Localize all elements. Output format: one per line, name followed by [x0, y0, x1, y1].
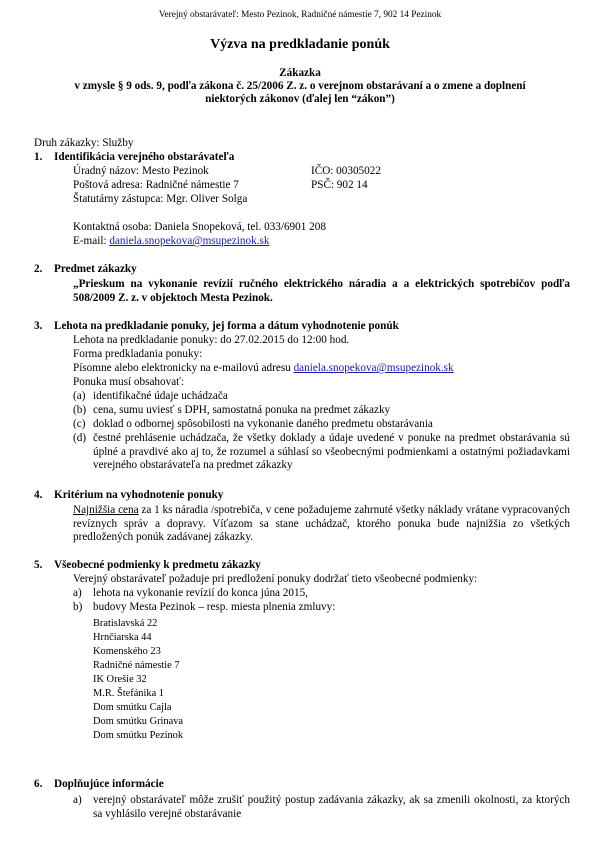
condition-b-text: budovy Mesta Pezinok – resp. miesta plnenia zmluvy:	[93, 601, 336, 613]
official-name: Úradný názov: Mesto Pezinok	[73, 165, 209, 177]
intro-line-1: v zmysle § 9 ods. 9, podľa zákona č. 25/2006 Z. z. o verejnom obstarávaní a o zmene a doplnení	[74, 80, 526, 92]
section-6-number: 6.	[34, 778, 43, 790]
place-item: Dom smútku Pezinok	[93, 730, 184, 741]
condition-b-mark: b)	[73, 601, 83, 613]
info-a-text: verejný obstarávateľ môže zrušiť použitý postup zadávania zákazky, ak sa zmenili okolnosti, za ktorých sa vyhlásilo verejné obstarávanie	[93, 794, 570, 820]
intro-line-2: niektorých zákonov (ďalej len “zákon”)	[205, 93, 395, 105]
condition-a-mark: a)	[73, 587, 82, 599]
ico: IČO: 00305022	[311, 165, 381, 177]
place-item: Dom smútku Grinava	[93, 716, 184, 727]
requirement-mark: (b)	[73, 404, 87, 416]
criterion-underlined: Najnižšia cena	[73, 504, 139, 516]
form-email-link[interactable]: daniela.snopekova@msupezinok.sk	[293, 362, 454, 374]
section-2-heading: Predmet zákazky	[54, 263, 137, 275]
requirement-text: cena, sumu uviesť s DPH, samostatná ponuka na predmet zákazky	[93, 404, 391, 416]
conditions-intro: Verejný obstarávateľ požaduje pri predložení ponuky dodržať tieto všeobecné podmienky:	[73, 573, 478, 585]
place-item: Radničné námestie 7	[93, 660, 180, 671]
email-label: E-mail:	[73, 235, 107, 247]
email-link[interactable]: daniela.snopekova@msupezinok.sk	[109, 235, 270, 247]
info-a-mark: a)	[73, 794, 82, 806]
form-label: Forma predkladania ponuky:	[73, 348, 203, 360]
place-item: Hrnčiarska 44	[93, 632, 152, 643]
requirement-mark: (d)	[73, 432, 87, 444]
contact-person: Kontaktná osoba: Daniela Snopeková, tel. 033/6901 208	[73, 221, 326, 233]
statutory-representative: Štatutárny zástupca: Mgr. Oliver Solga	[73, 193, 248, 205]
page-title: Výzva na predkladanie ponúk	[210, 37, 390, 52]
section-3-heading: Lehota na predkladanie ponuky, jej forma a dátum vyhodnotenie ponúk	[54, 320, 399, 332]
place-item: M.R. Štefánika 1	[93, 688, 164, 699]
section-4-heading: Kritérium na vyhodnotenie ponuky	[54, 489, 224, 501]
place-item: Komenského 23	[93, 646, 161, 657]
form-text: Písomne alebo elektronicky na e-mailovú adresu	[73, 362, 291, 374]
section-2-number: 2.	[34, 263, 43, 275]
deadline-text: Lehota na predkladanie ponuky: do 27.02.2015 do 12:00 hod.	[73, 334, 350, 346]
intro-block	[40, 67, 560, 106]
place-item: Dom smútku Cajla	[93, 702, 172, 713]
condition-a-text: lehota na vykonanie revízií do konca júna 2015,	[93, 587, 308, 599]
requirement-text: identifikačné údaje uchádzača	[93, 390, 228, 402]
place-item: IK Orešie 32	[93, 674, 147, 685]
requirement-text: doklad o odbornej spôsobilosti na vykonanie daného predmetu obstarávania	[93, 418, 433, 430]
section-1-heading: Identifikácia verejného obstarávateľa	[54, 151, 235, 163]
section-1-number: 1.	[34, 151, 43, 163]
criterion-body: za 1 ks náradia /spotrebiča, v cene požadujeme zahrnuté všetky náklady vrátane vypracovaných revíznych správ a dopravy. Víťazom sa stane uchádzač, ktorého ponuka bude najnižšia zo všetkých predložených ponúk zadávanej zákazky.	[73, 504, 570, 543]
section-3-number: 3.	[34, 320, 43, 332]
psc: PSČ: 902 14	[311, 179, 368, 191]
subject-text: „Prieskum na vykonanie revízií ručného elektrického náradia a a elektrických spotrebičov podľa 508/2009 Z. z. v objektoch Mesta Pezinok.	[73, 278, 570, 304]
email-row	[73, 235, 269, 249]
requirement-text: čestné prehlásenie uchádzača, že všetky doklady a údaje uvedené v ponuke na predmet obstarávania sú úplné a pravdivé ako aj to, že rozumel a súhlasí so všeobecnými podmienkami a ostatnými požiadavkami verejného obstarávateľa na predmet zákazky	[93, 432, 570, 471]
form-text-row	[73, 362, 454, 376]
requirement-mark: (c)	[73, 418, 86, 430]
header-line: Verejný obstarávateľ: Mesto Pezinok, Radničné námestie 7, 902 14 Pezinok	[158, 10, 442, 20]
contract-type: Druh zákazky: Služby	[34, 137, 134, 149]
intro-heading: Zákazka	[279, 67, 321, 79]
section-5-number: 5.	[34, 559, 43, 571]
place-item: Bratislavská 22	[93, 618, 158, 629]
requirement-mark: (a)	[73, 390, 86, 402]
criterion-text	[73, 504, 570, 545]
section-4-number: 4.	[34, 489, 43, 501]
must-contain-label: Ponuka musí obsahovať:	[73, 376, 185, 388]
section-5-heading: Všeobecné podmienky k predmetu zákazky	[54, 559, 261, 571]
postal-address: Poštová adresa: Radničné námestie 7	[73, 179, 239, 191]
section-6-heading: Doplňujúce informácie	[54, 778, 164, 790]
